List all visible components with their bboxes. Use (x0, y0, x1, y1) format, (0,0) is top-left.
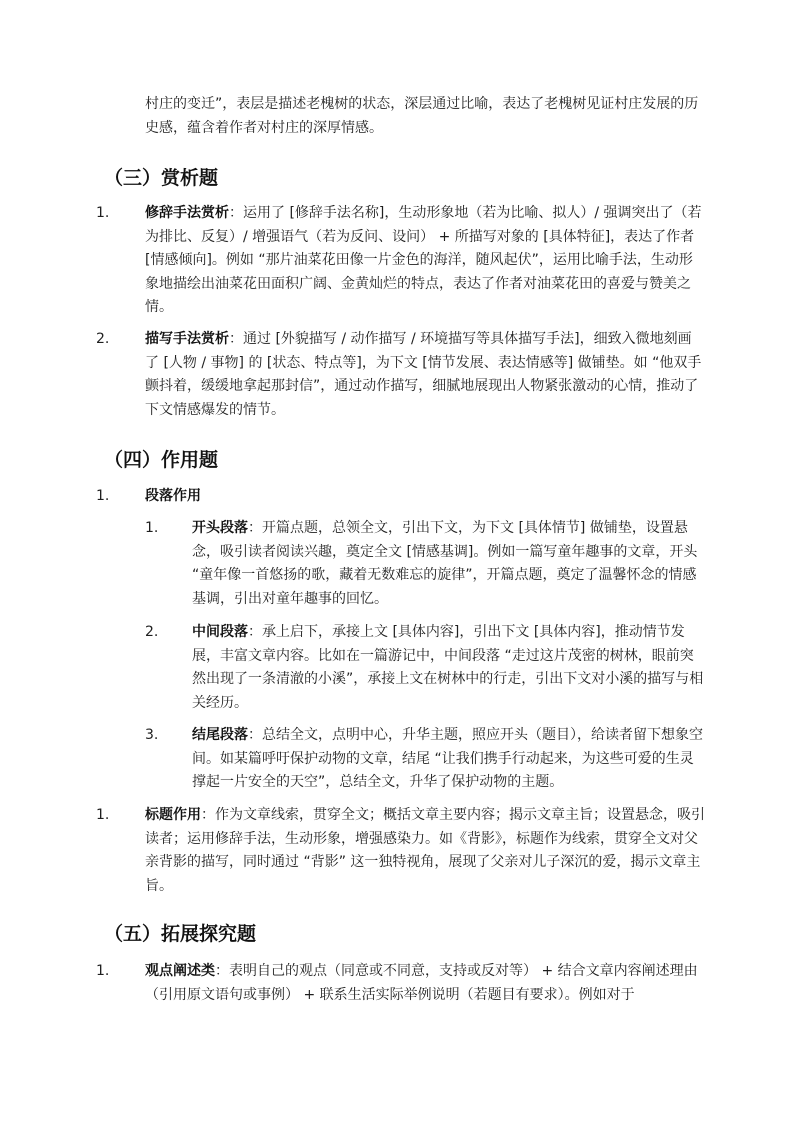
section-3-heading: （三）赏析题 (104, 167, 219, 189)
item-text: ：总结全文，点明中心，升华主题，照应开头（题目），给读者留下想象空间。如某篇呼吁保护动物的文章，结尾 “让我们携手行动起来，为这些可爱的生灵撑起一片安全的天空”，总结全文，升华了保护动物的主题。 (192, 727, 703, 790)
section-5-heading: （五）拓展探究题 (104, 923, 257, 945)
list-number: 1. (96, 488, 110, 504)
list-item (145, 328, 705, 422)
item-text: ：运用了 [修辞手法名称]，生动形象地（若为比喻、拟人）/ 强调突出了（若为排比、反复）/ 增强语气（若为反问、设问） + 所描写对象的 [具体特征]，表达了作者 [情感倾向]。例如 “那片油菜花田像一片金色的海洋，随风起伏”，运用比喻手法，生动形象地描绘出油菜花田面积广阔、金黄灿烂的特点，表达了作者对油菜花田的喜爱与赞美之情。 (145, 205, 702, 315)
item-term: 中间段落 (192, 624, 248, 640)
list-item (145, 485, 705, 509)
sub-list-item (192, 517, 704, 611)
item-text: ：开篇点题，总领全文，引出下文，为下文 [具体情节] 做铺垫，设置悬念，吸引读者阅读兴趣，奠定全文 [情感基调]。例如一篇写童年趣事的文章，开头 “童年像一首悠扬的歌，藏着无数难忘的旋律”，开篇点题，奠定了温馨怀念的情感基调，引出对童年趣事的回忆。 (192, 520, 698, 607)
item-text: ：承上启下，承接上文 [具体内容]，引出下文 [具体内容]，推动情节发展，丰富文章内容。比如在一篇游记中，中间段落 “走过这片茂密的树林，眼前突然出现了一条清澈的小溪”，承接上文在树林中的行走，引出下文对小溪的描写与相关经历。 (192, 624, 704, 711)
sub-list-item (192, 724, 704, 795)
sub-list-number: 1. (145, 520, 159, 536)
item-text: ：表明自己的观点（同意或不同意，支持或反对等） + 结合文章内容阐述理由（引用原文语句或事例） + 联系生活实际举例说明（若题目有要求）。例如对于 (145, 963, 698, 1003)
list-number: 2. (96, 331, 110, 347)
item-text: ：作为文章线索，贯穿全文；概括文章主要内容；揭示文章主旨；设置悬念，吸引读者；运用修辞手法，生动形象，增强感染力。如《背影》，标题作为线索，贯穿全文对父亲背影的描写，同时通过 “背影” 这一独特视角，展现了父亲对儿子深沉的爱，揭示文章主旨。 (145, 807, 705, 894)
list-number: 1. (96, 963, 110, 979)
item-term: 段落作用 (145, 488, 201, 504)
item-term: 标题作用 (145, 807, 201, 823)
list-item (145, 804, 705, 898)
item-text: ：通过 [外貌描写 / 动作描写 / 环境描写等具体描写手法]，细致入微地刻画了 [人物 / 事物] 的 [状态、特点等]，为下文 [情节发展、表达情感等] 做铺垫。如 “他双手颤抖着，缓缓地拿起那封信”，通过动作描写，细腻地展现出人物紧张激动的心情，推动了下文情感爆发的情节。 (145, 331, 702, 418)
item-term: 开头段落 (192, 520, 248, 536)
sub-list-item (192, 621, 704, 715)
section-4-heading: （四）作用题 (104, 449, 219, 471)
item-term: 描写手法赏析 (145, 331, 229, 347)
list-item (145, 202, 705, 320)
intro-paragraph: 村庄的变迁”，表层是描述老槐树的状态，深层通过比喻，表达了老槐树见证村庄发展的历史感，蕴含着作者对村庄的深厚情感。 (145, 96, 699, 136)
list-number: 1. (96, 807, 110, 823)
sub-list-number: 2. (145, 624, 159, 640)
list-item (145, 960, 705, 1007)
sub-list-number: 3. (145, 727, 159, 743)
item-term: 修辞手法赏析 (145, 205, 229, 221)
item-term: 结尾段落 (192, 727, 248, 743)
item-term: 观点阐述类 (145, 963, 215, 979)
list-number: 1. (96, 205, 110, 221)
